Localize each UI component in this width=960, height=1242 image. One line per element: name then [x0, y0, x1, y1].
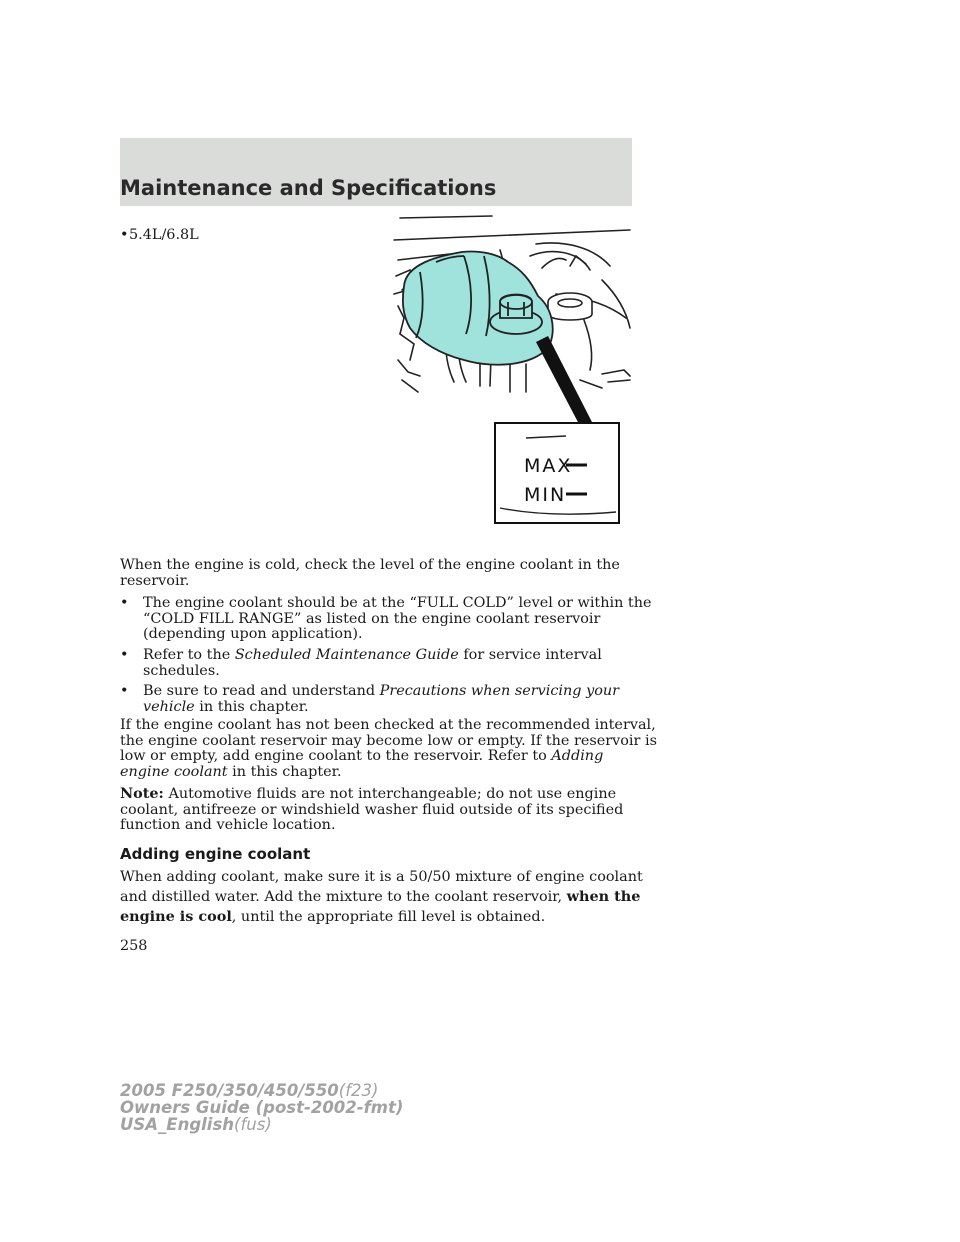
bullet-line: schedules.: [143, 662, 220, 679]
footer-lang: USA_English: [120, 1115, 235, 1134]
adding-coolant-paragraph: [120, 868, 643, 927]
bullet-line: (depending upon application).: [143, 626, 363, 643]
emphasis-text: engine is cool: [120, 908, 232, 925]
intro-paragraph: [120, 558, 632, 589]
note-label: Note:: [120, 785, 164, 802]
para-line: function and vehicle location.: [120, 817, 336, 834]
emphasis-text: when the: [566, 888, 641, 905]
page-number: 258: [120, 938, 148, 954]
bullet-line: The engine coolant should be at the “FULL COLD” level or within the: [143, 595, 652, 611]
maintenance-guide-reference: Scheduled Maintenance Guide: [234, 647, 459, 663]
bullet-dot: •: [120, 647, 129, 663]
engine-label: 5.4L/6.8L: [129, 227, 199, 243]
para-line: If the engine coolant has not been checked at the recommended interval,: [120, 717, 656, 733]
footer-code: (f23): [338, 1081, 379, 1100]
footer-guide: Owners Guide (post-2002-fmt): [120, 1098, 404, 1117]
footer-line: [120, 1116, 403, 1133]
secondary-cap: [548, 293, 592, 320]
precautions-reference: Precautions when servicing your: [379, 683, 620, 699]
bullet-dot: •: [120, 227, 129, 243]
precautions-reference: vehicle: [143, 698, 195, 715]
footer-code: (fus): [234, 1115, 272, 1134]
para-line: When adding coolant, make sure it is a 50/50 mixture of engine coolant: [120, 869, 643, 885]
bullet-maintenance-guide: [143, 648, 643, 679]
para-line: engine coolant in this chapter.: [120, 763, 342, 780]
reservoir-paragraph: [120, 717, 657, 780]
level-detail-inset: [495, 423, 619, 523]
bullet-line: Refer to the Scheduled Maintenance Guide for service interval: [143, 647, 602, 663]
footer-line: [120, 1082, 403, 1099]
pointer-wedge: [536, 336, 594, 426]
para-line: the engine coolant reservoir may become low or empty. If the reservoir is: [120, 732, 657, 749]
note-paragraph: [120, 786, 632, 834]
para-line: Note: Automotive fluids are not interchangeable; do not use engine: [120, 785, 617, 802]
bullet-line: Be sure to read and understand Precautions when servicing your: [143, 683, 620, 699]
document-footer: [120, 1082, 403, 1133]
bullet-precautions: [143, 684, 643, 715]
coolant-reservoir-figure: [380, 210, 636, 530]
para-line: and distilled water. Add the mixture to the coolant reservoir, when the: [120, 888, 641, 905]
para-line: coolant, antifreeze or windshield washer fluid outside of its specified: [120, 801, 624, 818]
bullet-dot: •: [120, 595, 129, 611]
intro-line: When the engine is cold, check the level of the engine coolant in the: [120, 557, 620, 573]
adding-coolant-reference: Adding: [551, 748, 604, 765]
footer-model: 2005 F250/350/450/550: [120, 1081, 339, 1100]
bullet-line: “COLD FILL RANGE” as listed on the engine coolant reservoir: [143, 610, 601, 627]
max-label: MAX: [524, 455, 573, 477]
bullet-fill-level: [143, 595, 652, 643]
adding-coolant-reference: engine coolant: [120, 763, 228, 780]
para-line: low or empty, add engine coolant to the reservoir. Refer to Adding: [120, 748, 604, 765]
page-title: Maintenance and Specifications: [120, 176, 497, 200]
engine-bay-illustration: [380, 210, 636, 530]
section-heading: Adding engine coolant: [120, 845, 311, 863]
min-label: MIN: [524, 484, 567, 506]
para-line: engine is cool, until the appropriate fill level is obtained.: [120, 908, 546, 925]
intro-line: reservoir.: [120, 572, 190, 589]
bullet-dot: •: [120, 683, 129, 699]
bullet-line: vehicle in this chapter.: [143, 698, 309, 715]
